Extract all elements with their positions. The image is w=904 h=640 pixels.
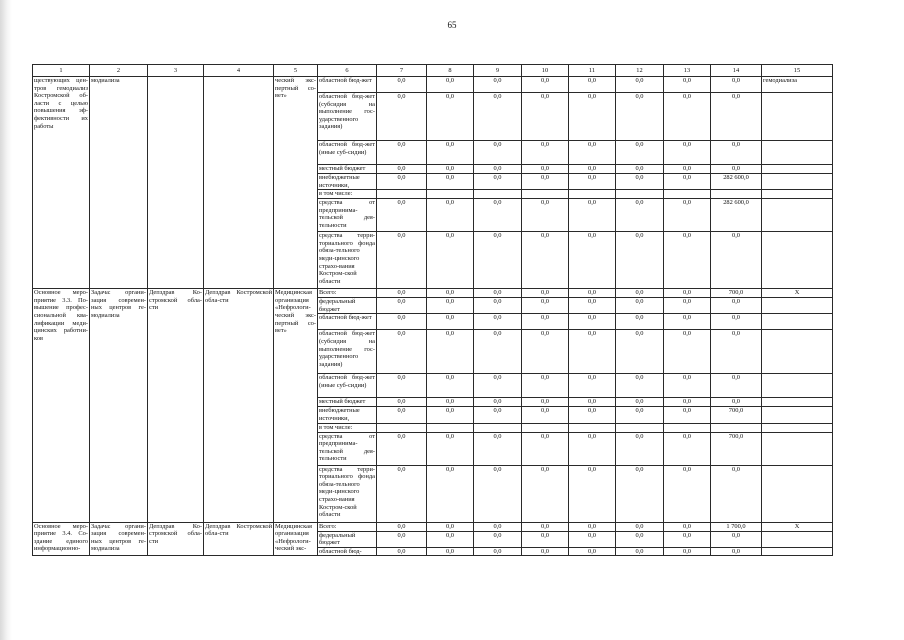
funding-source-cell: внебюджетные источники, xyxy=(318,407,377,423)
amount-cell: 0,0 xyxy=(474,314,522,330)
amount-cell: 282 600,0 xyxy=(711,199,762,232)
amount-cell: 0,0 xyxy=(569,547,616,556)
amount-cell: 0,0 xyxy=(664,77,711,93)
amount-cell: 0,0 xyxy=(664,165,711,174)
funding-source-cell: областной бюд-жет (иные суб-сидии) xyxy=(318,141,377,165)
amount-cell: 0,0 xyxy=(522,432,569,465)
amount-cell: 0,0 xyxy=(711,314,762,330)
amount-cell xyxy=(474,423,522,432)
amount-cell: 0,0 xyxy=(569,465,616,522)
amount-cell xyxy=(711,423,762,432)
amount-cell: 0,0 xyxy=(664,289,711,298)
amount-cell: 0,0 xyxy=(569,407,616,423)
amount-cell: 0,0 xyxy=(377,174,427,190)
amount-cell: 1 700,0 xyxy=(711,522,762,531)
page-number: 65 xyxy=(447,20,457,30)
amount-cell: 0,0 xyxy=(377,199,427,232)
note-cell xyxy=(762,398,833,407)
amount-cell: 0,0 xyxy=(474,432,522,465)
amount-cell: 0,0 xyxy=(569,298,616,314)
table-row xyxy=(33,77,833,93)
amount-cell: 0,0 xyxy=(474,199,522,232)
amount-cell: 0,0 xyxy=(711,77,762,93)
note-cell xyxy=(762,314,833,330)
funding-source-cell: областной бюд- xyxy=(318,547,377,556)
amount-cell: 0,0 xyxy=(664,531,711,547)
amount-cell xyxy=(377,190,427,199)
amount-cell: 0,0 xyxy=(569,531,616,547)
funding-source-cell: местный бюджет xyxy=(318,398,377,407)
amount-cell xyxy=(664,190,711,199)
amount-cell: 0,0 xyxy=(377,77,427,93)
amount-cell: 0,0 xyxy=(377,398,427,407)
amount-cell: 0,0 xyxy=(522,547,569,556)
amount-cell: 0,0 xyxy=(664,432,711,465)
amount-cell: 0,0 xyxy=(474,374,522,398)
amount-cell: 0,0 xyxy=(711,547,762,556)
funding-source-cell: федеральный бюджет xyxy=(318,298,377,314)
amount-cell: 0,0 xyxy=(474,141,522,165)
amount-cell: 0,0 xyxy=(522,174,569,190)
funding-source-cell: областной бюд-жет xyxy=(318,314,377,330)
amount-cell: 0,0 xyxy=(427,77,474,93)
amount-cell: 0,0 xyxy=(377,298,427,314)
amount-cell: 0,0 xyxy=(664,547,711,556)
funding-source-cell: Всего: xyxy=(318,522,377,531)
funding-source-cell: местный бюджет xyxy=(318,165,377,174)
header-cell: 8 xyxy=(427,65,474,77)
amount-cell: 0,0 xyxy=(427,432,474,465)
amount-cell: 0,0 xyxy=(569,398,616,407)
note-cell xyxy=(762,190,833,199)
amount-cell xyxy=(377,423,427,432)
header-cell: 15 xyxy=(762,65,833,77)
amount-cell: 0,0 xyxy=(474,165,522,174)
amount-cell: 0,0 xyxy=(377,93,427,141)
amount-cell: 0,0 xyxy=(377,374,427,398)
amount-cell: 0,0 xyxy=(377,531,427,547)
amount-cell: 0,0 xyxy=(522,77,569,93)
amount-cell: 0,0 xyxy=(377,432,427,465)
amount-cell: 0,0 xyxy=(377,165,427,174)
amount-cell: 0,0 xyxy=(474,289,522,298)
header-cell: 14 xyxy=(711,65,762,77)
amount-cell: 0,0 xyxy=(569,77,616,93)
note-cell xyxy=(762,232,833,289)
amount-cell: 0,0 xyxy=(616,522,664,531)
amount-cell xyxy=(522,190,569,199)
amount-cell: 0,0 xyxy=(711,374,762,398)
amount-cell: 0,0 xyxy=(616,141,664,165)
amount-cell: 0,0 xyxy=(711,165,762,174)
note-cell xyxy=(762,423,833,432)
amount-cell: 0,0 xyxy=(522,141,569,165)
amount-cell: 0,0 xyxy=(569,232,616,289)
amount-cell: 0,0 xyxy=(569,432,616,465)
desc-cell-c2: Задача: органи-зация современ-ных центров ге-модиализа xyxy=(90,289,148,522)
amount-cell: 0,0 xyxy=(427,174,474,190)
amount-cell: 0,0 xyxy=(569,289,616,298)
amount-cell: 0,0 xyxy=(711,298,762,314)
amount-cell: 0,0 xyxy=(616,330,664,374)
amount-cell: 0,0 xyxy=(616,314,664,330)
note-cell: X xyxy=(762,289,833,298)
amount-cell: 0,0 xyxy=(569,522,616,531)
header-cell: 4 xyxy=(204,65,274,77)
note-cell xyxy=(762,199,833,232)
amount-cell: 0,0 xyxy=(474,547,522,556)
amount-cell: 0,0 xyxy=(427,93,474,141)
amount-cell: 282 600,0 xyxy=(711,174,762,190)
amount-cell: 0,0 xyxy=(616,93,664,141)
amount-cell: 0,0 xyxy=(377,314,427,330)
amount-cell: 0,0 xyxy=(474,232,522,289)
desc-cell-c5: Медицинская организация «Нефрологи-ческий экс- xyxy=(274,522,318,556)
amount-cell: 0,0 xyxy=(616,199,664,232)
amount-cell: 0,0 xyxy=(569,174,616,190)
amount-cell: 0,0 xyxy=(569,165,616,174)
table-row xyxy=(33,522,833,531)
amount-cell xyxy=(427,423,474,432)
amount-cell: 0,0 xyxy=(522,93,569,141)
amount-cell: 0,0 xyxy=(474,398,522,407)
note-cell: гемодиализа xyxy=(762,77,833,93)
amount-cell: 0,0 xyxy=(427,232,474,289)
funding-source-cell: областной бюд-жет xyxy=(318,77,377,93)
amount-cell: 0,0 xyxy=(569,199,616,232)
funding-source-cell: областной бюд-жет (иные суб-сидии) xyxy=(318,374,377,398)
amount-cell: 0,0 xyxy=(427,374,474,398)
amount-cell: 0,0 xyxy=(377,232,427,289)
note-cell xyxy=(762,174,833,190)
desc-cell-c1: ществующих цен-тров гемодиализ Костромской об-ласти с целью повышения эф-фективности их работы xyxy=(33,77,90,289)
desc-cell-c4: Депздрав Костромской обла-сти xyxy=(204,289,274,522)
desc-cell-c2: модиализа xyxy=(90,77,148,289)
amount-cell: 0,0 xyxy=(522,330,569,374)
amount-cell: 0,0 xyxy=(474,77,522,93)
funding-source-cell: в том числе: xyxy=(318,423,377,432)
amount-cell: 0,0 xyxy=(427,165,474,174)
funding-source-cell: средства от предпринима-тельской дея-тельности xyxy=(318,199,377,232)
note-cell xyxy=(762,141,833,165)
amount-cell: 0,0 xyxy=(664,93,711,141)
amount-cell: 0,0 xyxy=(377,141,427,165)
amount-cell: 0,0 xyxy=(664,330,711,374)
amount-cell: 0,0 xyxy=(711,398,762,407)
amount-cell: 0,0 xyxy=(664,374,711,398)
note-cell xyxy=(762,298,833,314)
amount-cell: 0,0 xyxy=(616,77,664,93)
amount-cell: 0,0 xyxy=(664,199,711,232)
note-cell xyxy=(762,531,833,547)
header-cell: 9 xyxy=(474,65,522,77)
amount-cell: 0,0 xyxy=(427,465,474,522)
amount-cell: 0,0 xyxy=(474,93,522,141)
desc-cell-c3: Депздрав Ко-стромской обла-сти xyxy=(148,522,204,556)
desc-cell-c5: Медицинская организация «Нефрологи-ческий экс-пертный со-вет» xyxy=(274,289,318,522)
header-cell: 10 xyxy=(522,65,569,77)
amount-cell: 0,0 xyxy=(522,398,569,407)
amount-cell: 0,0 xyxy=(474,465,522,522)
header-cell: 2 xyxy=(90,65,148,77)
desc-cell-c5: ческий экс-пертный со-вет» xyxy=(274,77,318,289)
amount-cell: 0,0 xyxy=(664,174,711,190)
amount-cell: 0,0 xyxy=(377,289,427,298)
amount-cell: 0,0 xyxy=(616,165,664,174)
amount-cell: 0,0 xyxy=(616,432,664,465)
amount-cell: 0,0 xyxy=(377,465,427,522)
amount-cell xyxy=(664,423,711,432)
amount-cell: 0,0 xyxy=(616,174,664,190)
amount-cell: 0,0 xyxy=(616,298,664,314)
amount-cell: 0,0 xyxy=(711,141,762,165)
amount-cell: 0,0 xyxy=(522,465,569,522)
amount-cell: 0,0 xyxy=(522,374,569,398)
amount-cell: 0,0 xyxy=(711,232,762,289)
amount-cell: 0,0 xyxy=(474,174,522,190)
amount-cell: 700,0 xyxy=(711,407,762,423)
amount-cell: 0,0 xyxy=(711,93,762,141)
amount-cell xyxy=(616,423,664,432)
amount-cell: 0,0 xyxy=(474,407,522,423)
amount-cell: 0,0 xyxy=(664,298,711,314)
amount-cell: 0,0 xyxy=(711,531,762,547)
amount-cell: 0,0 xyxy=(664,465,711,522)
amount-cell: 0,0 xyxy=(664,314,711,330)
note-cell: X xyxy=(762,522,833,531)
header-cell: 1 xyxy=(33,65,90,77)
amount-cell: 0,0 xyxy=(616,531,664,547)
amount-cell: 0,0 xyxy=(427,522,474,531)
amount-cell: 700,0 xyxy=(711,432,762,465)
amount-cell: 0,0 xyxy=(569,374,616,398)
amount-cell: 0,0 xyxy=(427,407,474,423)
amount-cell: 0,0 xyxy=(427,330,474,374)
amount-cell: 0,0 xyxy=(616,547,664,556)
amount-cell: 0,0 xyxy=(616,374,664,398)
amount-cell: 0,0 xyxy=(522,407,569,423)
amount-cell xyxy=(474,190,522,199)
amount-cell: 0,0 xyxy=(569,93,616,141)
amount-cell: 0,0 xyxy=(377,547,427,556)
funding-source-cell: федеральный бюджет xyxy=(318,531,377,547)
scan-left-edge xyxy=(0,0,12,640)
amount-cell: 0,0 xyxy=(569,314,616,330)
header-cell: 3 xyxy=(148,65,204,77)
amount-cell: 0,0 xyxy=(664,141,711,165)
amount-cell xyxy=(711,190,762,199)
header-cell: 7 xyxy=(377,65,427,77)
amount-cell xyxy=(616,190,664,199)
amount-cell: 0,0 xyxy=(616,407,664,423)
amount-cell: 0,0 xyxy=(616,398,664,407)
amount-cell: 0,0 xyxy=(616,289,664,298)
header-cell: 12 xyxy=(616,65,664,77)
amount-cell: 0,0 xyxy=(474,298,522,314)
header-cell: 11 xyxy=(569,65,616,77)
amount-cell: 0,0 xyxy=(664,398,711,407)
note-cell xyxy=(762,432,833,465)
amount-cell: 0,0 xyxy=(711,330,762,374)
header-cell: 5 xyxy=(274,65,318,77)
funding-source-cell: средства терри-ториального фонда обяза-тельного меди-цинского страхо-вания Костром-ской области xyxy=(318,232,377,289)
amount-cell: 0,0 xyxy=(522,232,569,289)
amount-cell: 0,0 xyxy=(522,522,569,531)
amount-cell: 700,0 xyxy=(711,289,762,298)
funding-source-cell: в том числе: xyxy=(318,190,377,199)
budget-table xyxy=(32,64,833,556)
amount-cell: 0,0 xyxy=(711,465,762,522)
desc-cell-c4: Депздрав Костромской обла-сти xyxy=(204,522,274,556)
table-row xyxy=(33,289,833,298)
amount-cell: 0,0 xyxy=(377,330,427,374)
amount-cell: 0,0 xyxy=(427,141,474,165)
amount-cell: 0,0 xyxy=(569,330,616,374)
amount-cell: 0,0 xyxy=(377,522,427,531)
amount-cell: 0,0 xyxy=(427,314,474,330)
header-cell: 6 xyxy=(318,65,377,77)
note-cell xyxy=(762,547,833,556)
funding-source-cell: внебюджетные источники, xyxy=(318,174,377,190)
amount-cell: 0,0 xyxy=(569,141,616,165)
amount-cell: 0,0 xyxy=(474,531,522,547)
amount-cell: 0,0 xyxy=(664,407,711,423)
amount-cell: 0,0 xyxy=(427,199,474,232)
amount-cell xyxy=(522,423,569,432)
note-cell xyxy=(762,407,833,423)
header-cell: 13 xyxy=(664,65,711,77)
funding-source-cell: средства от предпринима-тельской дея-тельности xyxy=(318,432,377,465)
desc-cell-c1: Основное меро-приятие 3.3. По-вышение профес-сиональной ква-лификации меди-цинских работни-ков xyxy=(33,289,90,522)
desc-cell-c3: Депздрав Ко-стромской обла-сти xyxy=(148,289,204,522)
amount-cell: 0,0 xyxy=(427,547,474,556)
note-cell xyxy=(762,465,833,522)
amount-cell xyxy=(569,190,616,199)
desc-cell-c2: Задача: органи-зация современ-ных центров ге-модиализа xyxy=(90,522,148,556)
amount-cell: 0,0 xyxy=(427,298,474,314)
amount-cell: 0,0 xyxy=(664,522,711,531)
amount-cell: 0,0 xyxy=(522,298,569,314)
funding-source-cell: областной бюд-жет (субсидия на выполнение гос-ударственного задания) xyxy=(318,93,377,141)
amount-cell: 0,0 xyxy=(616,465,664,522)
amount-cell: 0,0 xyxy=(664,232,711,289)
funding-source-cell: областной бюд-жет (субсидия на выполнение гос-ударственного задания) xyxy=(318,330,377,374)
amount-cell: 0,0 xyxy=(522,531,569,547)
amount-cell: 0,0 xyxy=(522,314,569,330)
amount-cell xyxy=(427,190,474,199)
funding-source-cell: Всего: xyxy=(318,289,377,298)
amount-cell: 0,0 xyxy=(427,531,474,547)
amount-cell: 0,0 xyxy=(522,199,569,232)
note-cell xyxy=(762,93,833,141)
header-row xyxy=(33,65,833,77)
desc-cell-c3 xyxy=(148,77,204,289)
funding-source-cell: средства терри-ториального фонда обяза-тельного меди-цинского страхо-вания Костром-ской области xyxy=(318,465,377,522)
amount-cell: 0,0 xyxy=(474,330,522,374)
note-cell xyxy=(762,374,833,398)
amount-cell: 0,0 xyxy=(522,289,569,298)
desc-cell-c1: Основное меро-приятие 3.4. Со-здание единого информационно- xyxy=(33,522,90,556)
note-cell xyxy=(762,165,833,174)
desc-cell-c4 xyxy=(204,77,274,289)
amount-cell: 0,0 xyxy=(474,522,522,531)
amount-cell xyxy=(569,423,616,432)
amount-cell: 0,0 xyxy=(522,165,569,174)
amount-cell: 0,0 xyxy=(427,289,474,298)
amount-cell: 0,0 xyxy=(377,407,427,423)
amount-cell: 0,0 xyxy=(616,232,664,289)
amount-cell: 0,0 xyxy=(427,398,474,407)
note-cell xyxy=(762,330,833,374)
